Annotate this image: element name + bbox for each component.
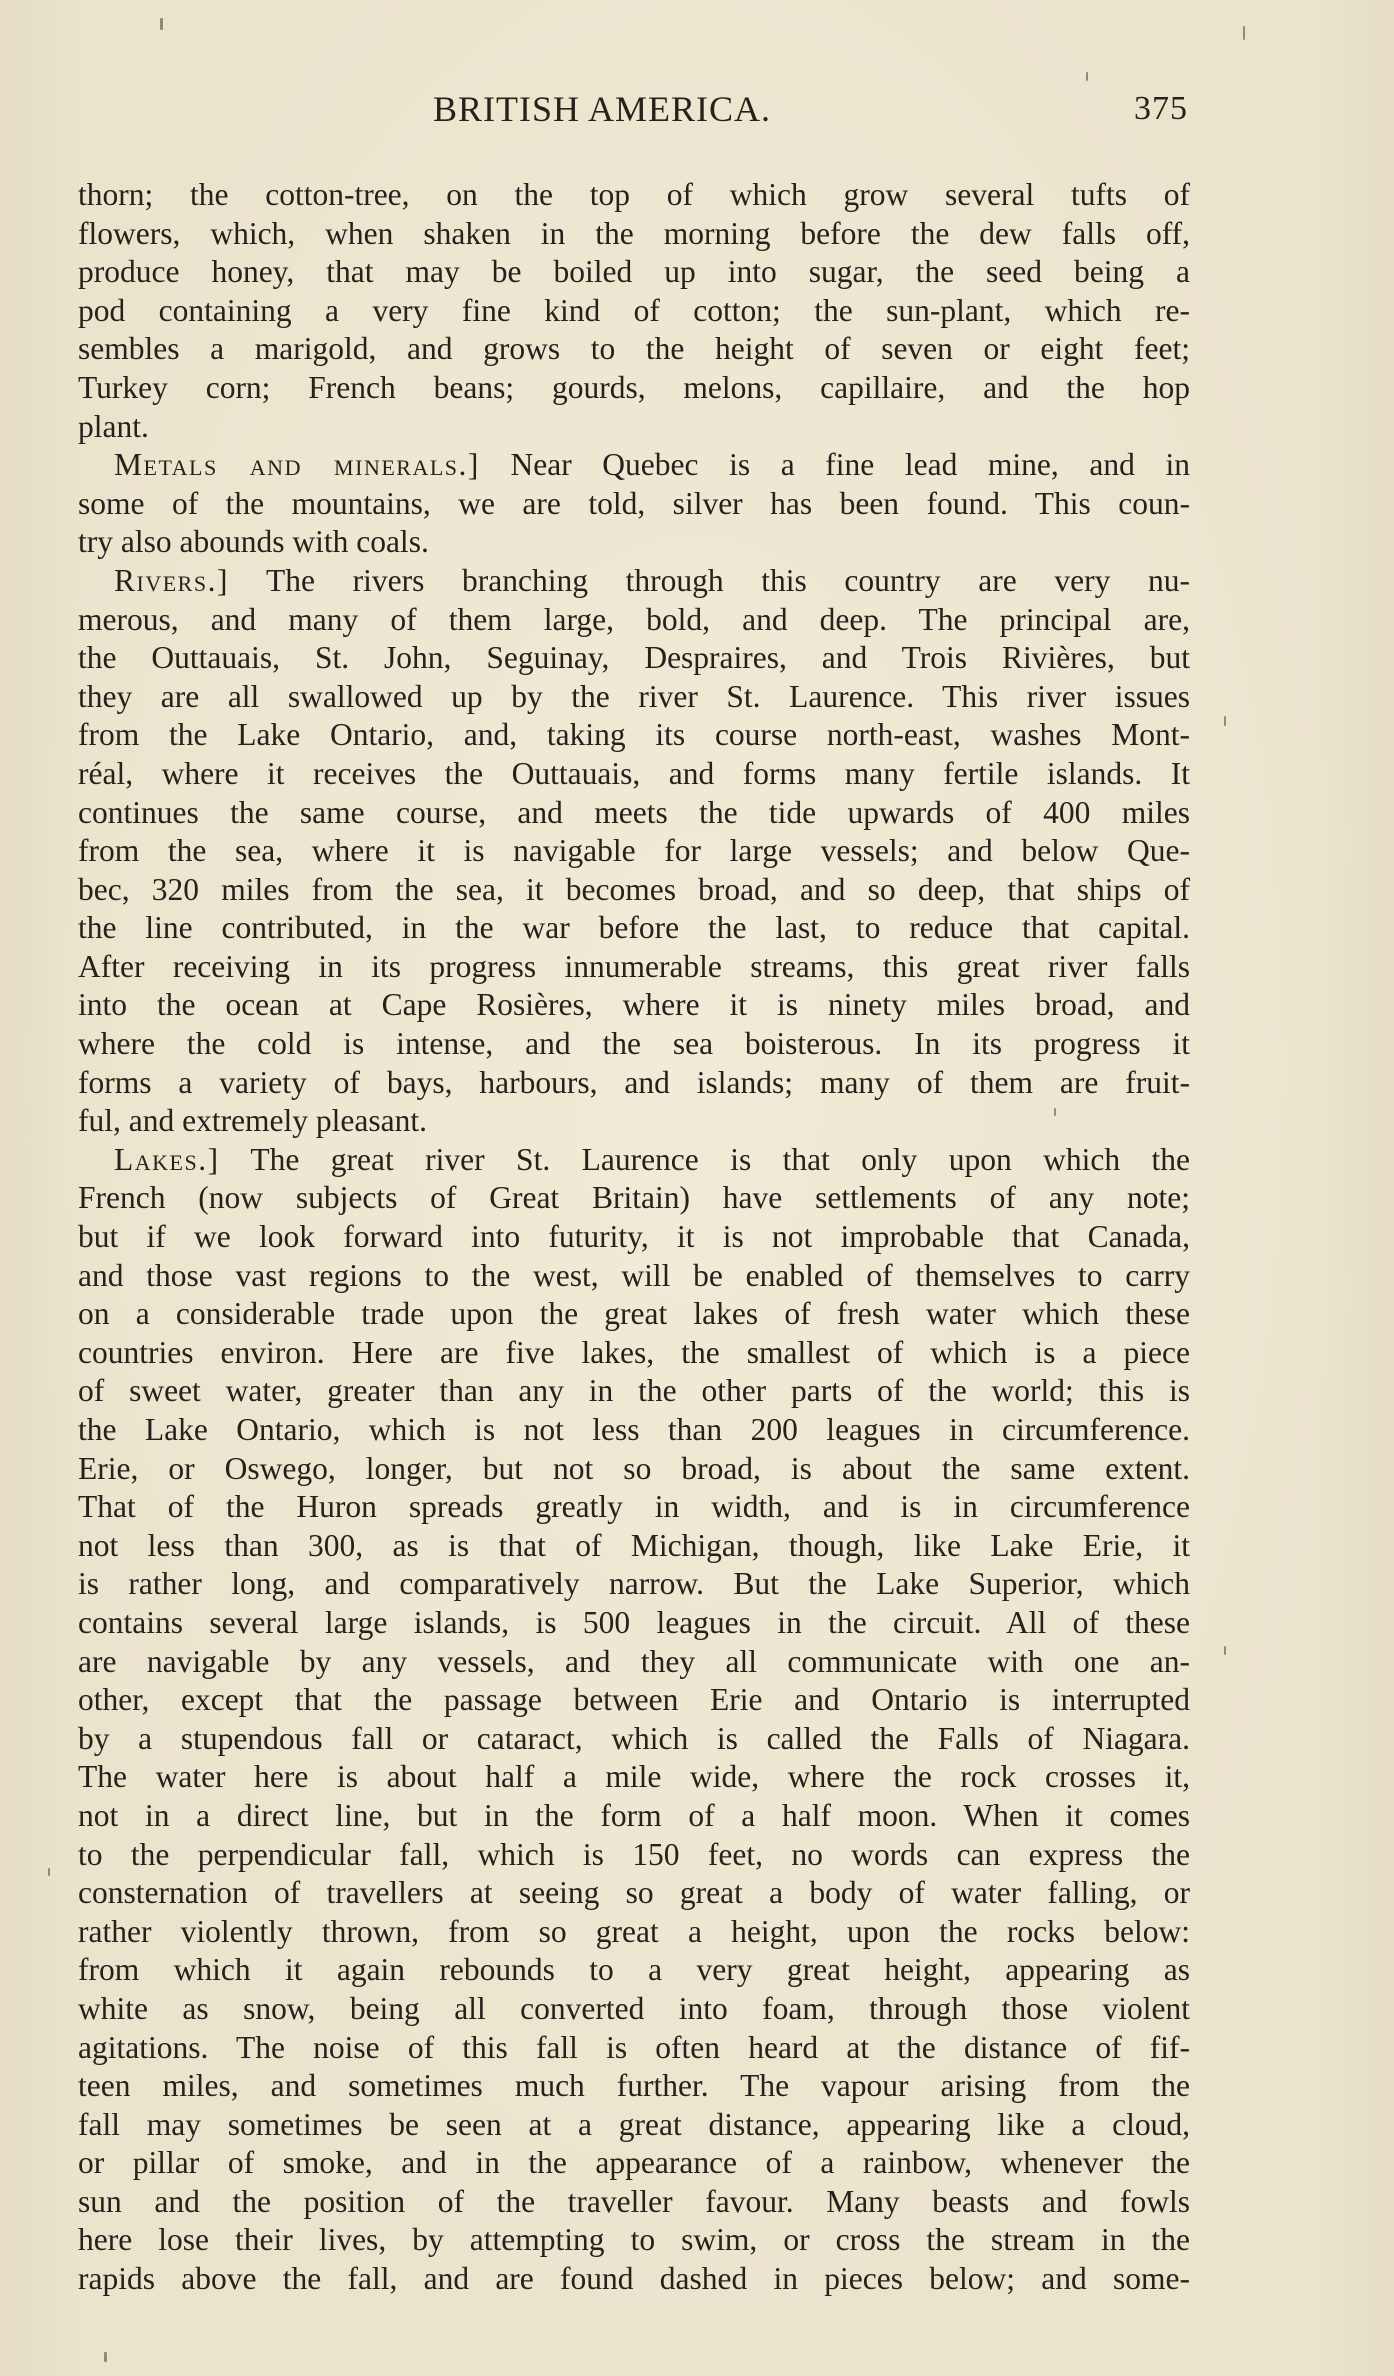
text-line bbox=[78, 1141, 1190, 1180]
text-line bbox=[78, 909, 1190, 948]
text-line bbox=[78, 1643, 1190, 1682]
line-text: rather violently thrown, from so great a height, upon the rocks below: bbox=[78, 1913, 1190, 1949]
line-text: countries environ. Here are five lakes, the smallest of which is a piece bbox=[78, 1334, 1190, 1370]
line-text: Turkey corn; French beans; gourds, melons, capillaire, and the hop bbox=[78, 369, 1190, 405]
text-line bbox=[78, 755, 1190, 794]
text-line bbox=[78, 2260, 1190, 2299]
line-text: and those vast regions to the west, will be enabled of themselves to carry bbox=[78, 1257, 1190, 1293]
line-text: continues the same course, and meets the tide upwards of 400 miles bbox=[78, 794, 1190, 830]
page-header bbox=[78, 88, 1188, 144]
line-text: are navigable by any vessels, and they all communicate with one an- bbox=[78, 1643, 1190, 1679]
line-text: fall may sometimes be seen at a great distance, appearing like a cloud, bbox=[78, 2106, 1190, 2142]
text-line bbox=[78, 1218, 1190, 1257]
text-line bbox=[78, 1179, 1190, 1218]
body-text bbox=[78, 176, 1190, 2299]
line-text: forms a variety of bays, harbours, and islands; many of them are fruit- bbox=[78, 1064, 1190, 1100]
text-line bbox=[78, 1913, 1190, 1952]
text-line bbox=[78, 1797, 1190, 1836]
line-text: from which it again rebounds to a very great height, appearing as bbox=[78, 1952, 1190, 1988]
line-text: bec, 320 miles from the sea, it becomes broad, and so deep, that ships of bbox=[78, 871, 1190, 907]
line-text: pod containing a very fine kind of cotton; the sun-plant, which re- bbox=[78, 292, 1190, 328]
line-text: from the sea, where it is navigable for large vessels; and below Que- bbox=[78, 833, 1190, 869]
text-line bbox=[78, 2183, 1190, 2222]
line-text: from the Lake Ontario, and, taking its course north-east, washes Mont- bbox=[78, 717, 1190, 753]
paper-speck bbox=[48, 1868, 50, 1876]
text-line bbox=[78, 794, 1190, 833]
line-text: the line contributed, in the war before the last, to reduce that capital. bbox=[78, 910, 1190, 946]
text-line bbox=[78, 485, 1190, 524]
paper-speck bbox=[1054, 1108, 1056, 1116]
paper-speck bbox=[1224, 716, 1226, 726]
line-text: That of the Huron spreads greatly in width, and is in circumference bbox=[78, 1489, 1190, 1525]
text-line bbox=[78, 215, 1190, 254]
line-text: is rather long, and comparatively narrow. But the Lake Superior, which bbox=[78, 1566, 1190, 1602]
text-line bbox=[78, 253, 1190, 292]
text-line bbox=[78, 1527, 1190, 1566]
line-text: ful, and extremely pleasant. bbox=[78, 1103, 427, 1139]
line-text: The water here is about half a mile wide, where the rock crosses it, bbox=[78, 1759, 1190, 1795]
line-text: on a considerable trade upon the great lakes of fresh water which these bbox=[78, 1296, 1190, 1332]
line-text: contains several large islands, is 500 leagues in the circuit. All of these bbox=[78, 1604, 1190, 1640]
text-line bbox=[78, 1951, 1190, 1990]
text-line bbox=[78, 330, 1190, 369]
text-line bbox=[78, 1488, 1190, 1527]
line-text: of sweet water, greater than any in the other parts of the world; this is bbox=[78, 1373, 1190, 1409]
line-text: produce honey, that may be boiled up into sugar, the seed being a bbox=[78, 254, 1190, 290]
line-text: the Lake Ontario, which is not less than 200 leagues in circumference. bbox=[78, 1412, 1190, 1447]
paper-speck bbox=[1224, 1646, 1226, 1655]
text-line bbox=[78, 2144, 1190, 2183]
text-line bbox=[78, 832, 1190, 871]
line-text: here lose their lives, by attempting to swim, or cross the stream in the bbox=[78, 2222, 1190, 2258]
line-text: The great river St. Laurence is that only upon which the bbox=[219, 1141, 1190, 1177]
text-line bbox=[78, 176, 1190, 215]
line-text: or pillar of smoke, and in the appearance of a rainbow, whenever the bbox=[78, 2145, 1190, 2181]
text-line bbox=[78, 1450, 1190, 1489]
line-text: but if we look forward into futurity, it is not improbable that Canada, bbox=[78, 1219, 1190, 1255]
line-text: the Outtauais, St. John, Seguinay, Despraires, and Trois Rivières, but bbox=[78, 640, 1190, 676]
text-line bbox=[78, 408, 1190, 447]
text-line bbox=[78, 871, 1190, 910]
line-text: After receiving in its progress innumerable streams, this great river falls bbox=[78, 948, 1190, 984]
line-text: consternation of travellers at seeing so great a body of water falling, or bbox=[78, 1875, 1190, 1911]
line-text: sun and the position of the traveller favour. Many beasts and fowls bbox=[78, 2183, 1190, 2219]
line-text: thorn; the cotton-tree, on the top of which grow several tufts of bbox=[78, 177, 1190, 212]
page-number: 375 bbox=[1134, 90, 1188, 127]
line-text: into the ocean at Cape Rosières, where it is ninety miles broad, and bbox=[78, 987, 1190, 1023]
line-text: not less than 300, as is that of Michigan, though, like Lake Erie, it bbox=[78, 1527, 1190, 1563]
line-text: teen miles, and sometimes much further. The vapour arising from the bbox=[78, 2068, 1190, 2104]
text-line bbox=[78, 1334, 1190, 1373]
text-line bbox=[78, 1874, 1190, 1913]
text-line bbox=[78, 1102, 1190, 1141]
line-text: some of the mountains, we are told, silver has been found. This coun- bbox=[78, 485, 1190, 521]
text-line bbox=[78, 2106, 1190, 2145]
line-text: they are all swallowed up by the river St. Laurence. This river issues bbox=[78, 678, 1190, 714]
text-line bbox=[78, 1372, 1190, 1411]
running-title: BRITISH AMERICA. bbox=[433, 89, 772, 129]
line-text: merous, and many of them large, bold, and deep. The principal are, bbox=[78, 601, 1190, 637]
line-text: where the cold is intense, and the sea boisterous. In its progress it bbox=[78, 1026, 1190, 1062]
section-heading: Metals and minerals.] bbox=[114, 447, 480, 483]
line-text: to the perpendicular fall, which is 150 feet, no words can express the bbox=[78, 1836, 1190, 1872]
text-line bbox=[78, 292, 1190, 331]
line-text: plant. bbox=[78, 408, 149, 444]
text-line bbox=[78, 2029, 1190, 2068]
text-line bbox=[78, 1295, 1190, 1334]
text-line bbox=[78, 2221, 1190, 2260]
text-line bbox=[78, 986, 1190, 1025]
line-text: Near Quebec is a fine lead mine, and in bbox=[479, 447, 1190, 483]
line-text: by a stupendous fall or cataract, which is called the Falls of Niagara. bbox=[78, 1720, 1190, 1756]
text-line bbox=[78, 1604, 1190, 1643]
section-heading: Lakes.] bbox=[114, 1141, 220, 1177]
text-line bbox=[78, 601, 1190, 640]
paper-speck bbox=[1243, 26, 1245, 40]
text-line bbox=[78, 523, 1190, 562]
paper-speck bbox=[160, 18, 163, 30]
text-line bbox=[78, 1411, 1190, 1450]
section-heading: Rivers.] bbox=[114, 562, 229, 598]
text-line bbox=[78, 1681, 1190, 1720]
line-text: other, except that the passage between Erie and Ontario is interrupted bbox=[78, 1682, 1190, 1718]
text-line bbox=[78, 2067, 1190, 2106]
text-line bbox=[78, 1720, 1190, 1759]
text-line bbox=[78, 1836, 1190, 1875]
text-line bbox=[78, 716, 1190, 755]
text-line bbox=[78, 1025, 1190, 1064]
text-line bbox=[78, 678, 1190, 717]
text-line bbox=[78, 948, 1190, 987]
line-text: white as snow, being all converted into foam, through those violent bbox=[78, 1990, 1190, 2026]
paper-speck bbox=[1086, 72, 1088, 81]
line-text: Erie, or Oswego, longer, but not so broad, is about the same extent. bbox=[78, 1450, 1190, 1486]
text-line bbox=[78, 562, 1190, 601]
line-text: try also abounds with coals. bbox=[78, 524, 429, 560]
text-line bbox=[78, 446, 1190, 485]
line-text: not in a direct line, but in the form of a half moon. When it comes bbox=[78, 1797, 1190, 1833]
text-line bbox=[78, 639, 1190, 678]
line-text: flowers, which, when shaken in the morning before the dew falls off, bbox=[78, 215, 1190, 251]
line-text: The rivers branching through this country are very nu- bbox=[228, 562, 1190, 598]
text-line bbox=[78, 1064, 1190, 1103]
line-text: réal, where it receives the Outtauais, and forms many fertile islands. It bbox=[78, 755, 1190, 791]
line-text: rapids above the fall, and are found dashed in pieces below; and some- bbox=[78, 2261, 1190, 2297]
text-line bbox=[78, 1758, 1190, 1797]
text-line bbox=[78, 369, 1190, 408]
line-text: sembles a marigold, and grows to the height of seven or eight feet; bbox=[78, 331, 1190, 367]
text-line bbox=[78, 1565, 1190, 1604]
line-text: agitations. The noise of this fall is often heard at the distance of fif- bbox=[78, 2029, 1190, 2065]
text-line bbox=[78, 1257, 1190, 1296]
line-text: French (now subjects of Great Britain) have settlements of any note; bbox=[78, 1180, 1190, 1216]
text-line bbox=[78, 1990, 1190, 2029]
paper-speck bbox=[104, 2352, 107, 2362]
